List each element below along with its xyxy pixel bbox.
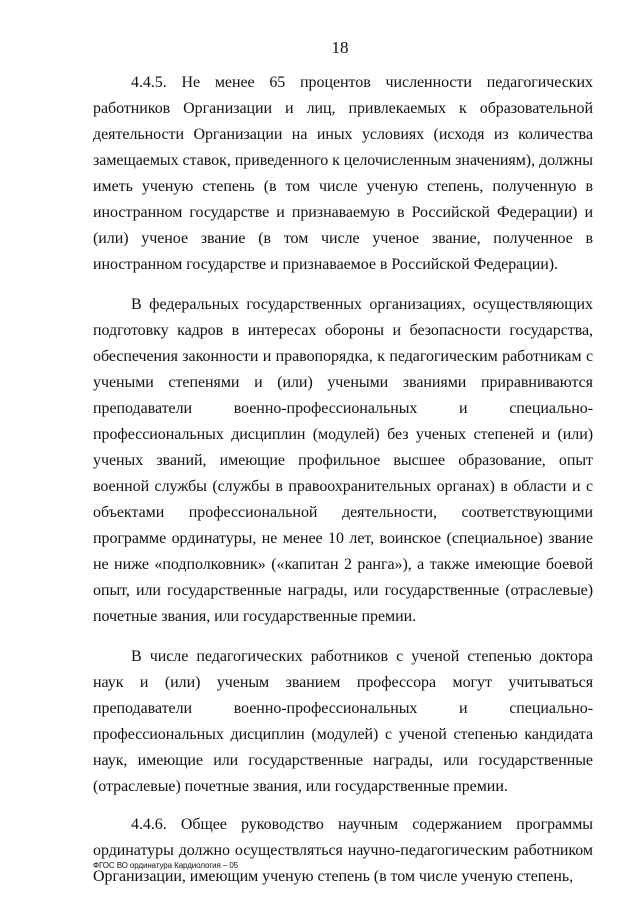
page-footer: ФГОС ВО ординатура Кардиология – 05	[93, 861, 239, 870]
paragraph-doctors-of-science: В числе педагогических работников с ученой степенью доктора наук и (или) ученым званием профессора могут учитываться преподаватели военно-профессиональных и специально-профессиональных дисциплин (модулей) с ученой степенью кандидата наук, имеющие или государственные награды, или государственные (отраслевые) почетные звания, или государственные премии.	[93, 648, 593, 795]
paragraph-4-4-5: 4.4.5. Не менее 65 процентов численности педагогических работников Организации и лиц, привлекаемых к образовательной деятельности Организации на иных условиях (исходя из количества замещаемых ставок, приведенного к целочисленным значениям), должны иметь ученую степень (в том числе ученую степень, полученную в иностранном государстве и признаваемую в Российской Федерации) и (или) ученое звание (в том числе ученое звание, полученное в иностранном государстве и признаваемое в Российской Федерации).	[93, 74, 593, 273]
paragraph-federal-organizations: В федеральных государственных организациях, осуществляющих подготовку кадров в интересах обороны и безопасности государства, обеспечения законности и правопорядка, к педагогическим работникам с учеными степенями и (или) учеными званиями приравниваются преподаватели военно-профессиональных и специально-профессиональных дисциплин (модулей) без ученых степеней и (или) ученых званий, имеющие профильное высшее образование, опыт военной службы (службы в правоохранительных органах) в области и с объектами профессиональной деятельности, соответствующими программе ординатуры, не менее 10 лет, воинское (специальное) звание не ниже «подполковник» («капитан 2 ранга»), а также имеющие боевой опыт, или государственные награды, или государственные (отраслевые) почетные звания, или государственные премии.	[93, 296, 593, 625]
page-number: 18	[331, 38, 349, 57]
document-body	[93, 70, 593, 904]
paragraph-4-4-6: 4.4.6. Общее руководство научным содержанием программы ординатуры должно осуществляться научно-педагогическим работником Организации, имеющим ученую степень (в том числе ученую степень,	[93, 816, 593, 885]
